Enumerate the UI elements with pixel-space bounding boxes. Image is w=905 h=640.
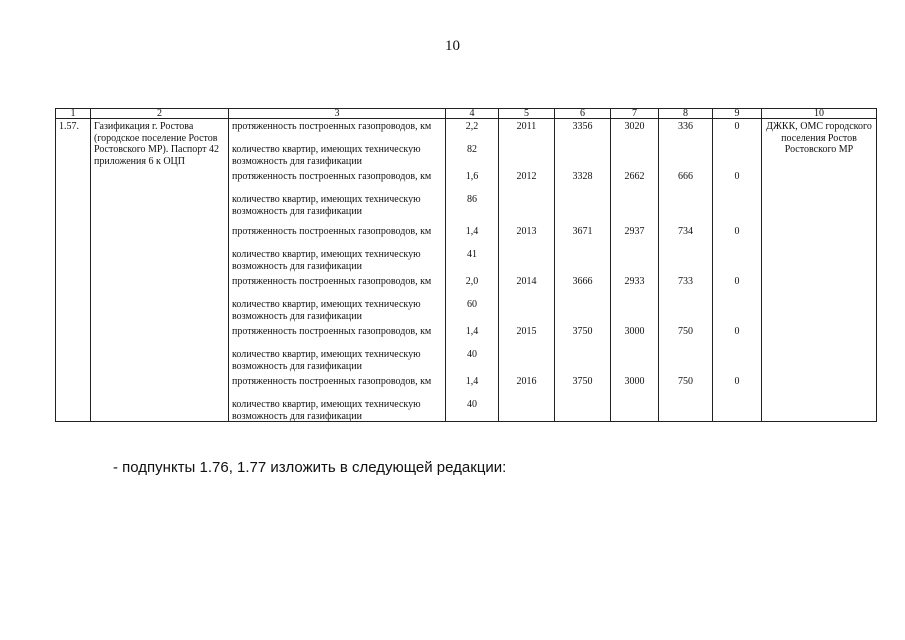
col8-value: 666 [678, 171, 693, 182]
col8-value: 734 [678, 226, 693, 237]
project-name: Газификация г. Ростова (городское поселение Ростов Ростовского МР). Паспорт 42 приложения 6 к ОЦП [94, 121, 220, 167]
indicator-length-label: протяженность построенных газопроводов, км [232, 326, 432, 337]
indicator-flats-label: количество квартир, имеющих техническую возможность для газификации [232, 399, 421, 422]
col6-value: 3671 [572, 226, 593, 237]
col9-block [713, 119, 761, 421]
col9-value: 0 [734, 121, 740, 132]
col7-value: 2662 [624, 171, 645, 182]
indicator-flats-label: количество квартир, имеющих техническую возможность для газификации [232, 194, 421, 217]
header-cell-2: 2 [91, 109, 229, 119]
col8-block [659, 119, 712, 421]
flats-value: 40 [467, 349, 477, 360]
responsible-cell [762, 119, 877, 422]
col6-cell [555, 119, 611, 422]
col9-value: 0 [734, 276, 740, 287]
col6-block [555, 119, 610, 421]
col7-cell [611, 119, 659, 422]
col6-value: 3750 [572, 326, 593, 337]
year-cell [499, 119, 555, 422]
year-value: 2012 [516, 171, 537, 182]
value-cell [446, 119, 499, 422]
col7-value: 3000 [624, 326, 645, 337]
indicator-length-label: протяженность построенных газопроводов, км [232, 121, 432, 132]
col6-value: 3750 [572, 376, 593, 387]
length-value: 1,4 [465, 326, 479, 337]
year-value: 2015 [516, 326, 537, 337]
col7-value: 3020 [624, 121, 645, 132]
header-cell-9: 9 [713, 109, 762, 119]
page-number: 10 [445, 38, 460, 54]
header-cell-10: 10 [762, 109, 877, 119]
header-cell-3: 3 [229, 109, 446, 119]
col6-value: 3356 [572, 121, 593, 132]
year-block [499, 119, 554, 421]
col8-cell [659, 119, 713, 422]
table-row [56, 119, 877, 422]
flats-value: 82 [467, 144, 477, 155]
year-value: 2014 [516, 276, 537, 287]
col7-block [611, 119, 658, 421]
col7-value: 3000 [624, 376, 645, 387]
indicator-length-label: протяженность построенных газопроводов, км [232, 226, 432, 237]
header-cell-1: 1 [56, 109, 91, 119]
indicator-flats-label: количество квартир, имеющих техническую возможность для газификации [232, 299, 421, 322]
year-value: 2016 [516, 376, 537, 387]
col9-value: 0 [734, 376, 740, 387]
col7-value: 2933 [624, 276, 645, 287]
year-value: 2013 [516, 226, 537, 237]
indicator-flats-label: количество квартир, имеющих техническую возможность для газификации [232, 349, 421, 372]
year-value: 2011 [516, 121, 537, 132]
col7-value: 2937 [624, 226, 645, 237]
indicator-length-label: протяженность построенных газопроводов, км [232, 171, 432, 182]
indicator-length-label: протяженность построенных газопроводов, км [232, 376, 432, 387]
col6-value: 3328 [572, 171, 593, 182]
item-number-cell [56, 119, 91, 422]
col9-cell [713, 119, 762, 422]
data-table [55, 108, 877, 422]
item-number: 1.57. [59, 121, 79, 132]
indicator-flats-label: количество квартир, имеющих техническую возможность для газификации [232, 249, 421, 272]
header-cell-4: 4 [446, 109, 499, 119]
length-value: 2,0 [465, 276, 479, 287]
project-name-cell [91, 119, 229, 422]
header-cell-5: 5 [499, 109, 555, 119]
indicator-length-label: протяженность построенных газопроводов, км [232, 276, 432, 287]
responsible: ДЖКК, ОМС городского поселения Ростов Ростовского МР [766, 121, 872, 155]
subclauses-note: - подпункты 1.76, 1.77 изложить в следующей редакции: [113, 459, 507, 476]
indicator-flats-label: количество квартир, имеющих техническую возможность для газификации [232, 144, 421, 167]
header-cell-7: 7 [611, 109, 659, 119]
col9-value: 0 [734, 326, 740, 337]
length-value: 1,4 [465, 376, 479, 387]
indicator-block [229, 119, 445, 421]
flats-value: 41 [467, 249, 477, 260]
col9-value: 0 [734, 171, 740, 182]
col9-value: 0 [734, 226, 740, 237]
header-cell-8: 8 [659, 109, 713, 119]
flats-value: 60 [467, 299, 477, 310]
flats-value: 86 [467, 194, 477, 205]
col8-value: 336 [678, 121, 693, 132]
table-header-row [56, 109, 877, 119]
indicator-cell [229, 119, 446, 422]
col8-value: 750 [678, 376, 693, 387]
length-value: 1,6 [465, 171, 479, 182]
col8-value: 750 [678, 326, 693, 337]
length-value: 2,2 [465, 121, 479, 132]
col6-value: 3666 [572, 276, 593, 287]
header-cell-6: 6 [555, 109, 611, 119]
col8-value: 733 [678, 276, 693, 287]
length-value: 1,4 [465, 226, 479, 237]
flats-value: 40 [467, 399, 477, 410]
value-block [446, 119, 498, 421]
